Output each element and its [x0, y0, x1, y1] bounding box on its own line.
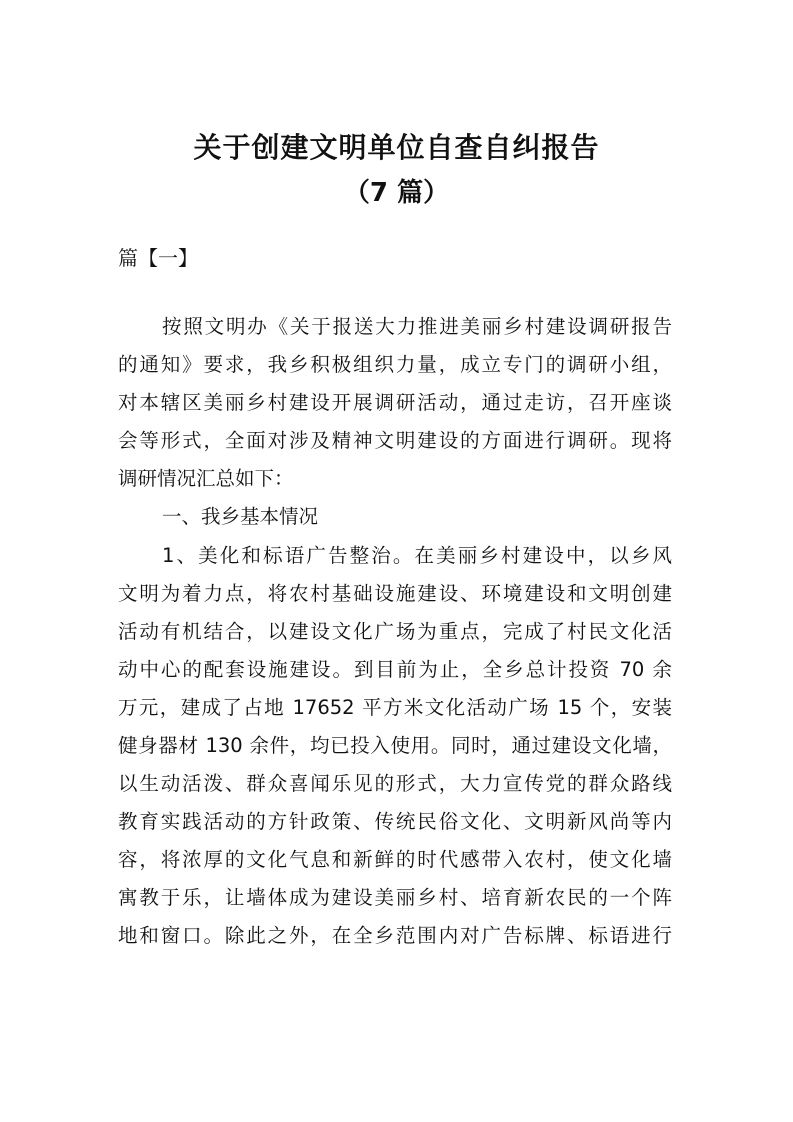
- text-line: 教育实践活动的方针政策、传统民俗文化、文明新风尚等内: [118, 810, 672, 833]
- document-subtitle: （7 篇）: [343, 178, 450, 208]
- section-heading: 一、我乡基本情况: [162, 505, 319, 528]
- text-line: 容，将浓厚的文化气息和新鲜的时代感带入农村，使文化墙: [118, 848, 672, 871]
- text-line: 地和窗口。除此之外，在全乡范围内对广告标牌、标语进行: [118, 924, 672, 947]
- text-line: 按照文明办《关于报送大力推进美丽乡村建设调研报告: [162, 315, 672, 338]
- text-line: 万元，建成了占地 17652 平方米文化活动广场 15 个，安装: [118, 696, 672, 719]
- text-line: 文明为着力点，将农村基础设施建设、环境建设和文明创建: [118, 582, 672, 605]
- text-line: 1、美化和标语广告整治。在美丽乡村建设中，以乡风: [162, 544, 672, 567]
- text-line: 对本辖区美丽乡村建设开展调研活动，通过走访，召开座谈: [118, 391, 672, 414]
- text-line: 活动有机结合，以建设文化广场为重点，完成了村民文化活: [118, 620, 672, 643]
- text-line: 的通知》要求，我乡积极组织力量，成立专门的调研小组，: [118, 353, 672, 376]
- text-line: 会等形式，全面对涉及精神文明建设的方面进行调研。现将: [118, 429, 672, 452]
- section-label: 篇【一】: [118, 246, 198, 270]
- text-line: 寓教于乐，让墙体成为建设美丽乡村、培育新农民的一个阵: [118, 886, 672, 909]
- text-line: 以生动活泼、群众喜闻乐见的形式，大力宣传党的群众路线: [118, 772, 672, 795]
- document-title: 关于创建文明单位自查自纠报告: [193, 131, 600, 164]
- text-line: 健身器材 130 余件，均已投入使用。同时，通过建设文化墙，: [118, 734, 672, 757]
- text-line: 调研情况汇总如下：: [118, 467, 294, 490]
- text-line: 动中心的配套设施建设。到目前为止，全乡总计投资 70 余: [118, 658, 672, 681]
